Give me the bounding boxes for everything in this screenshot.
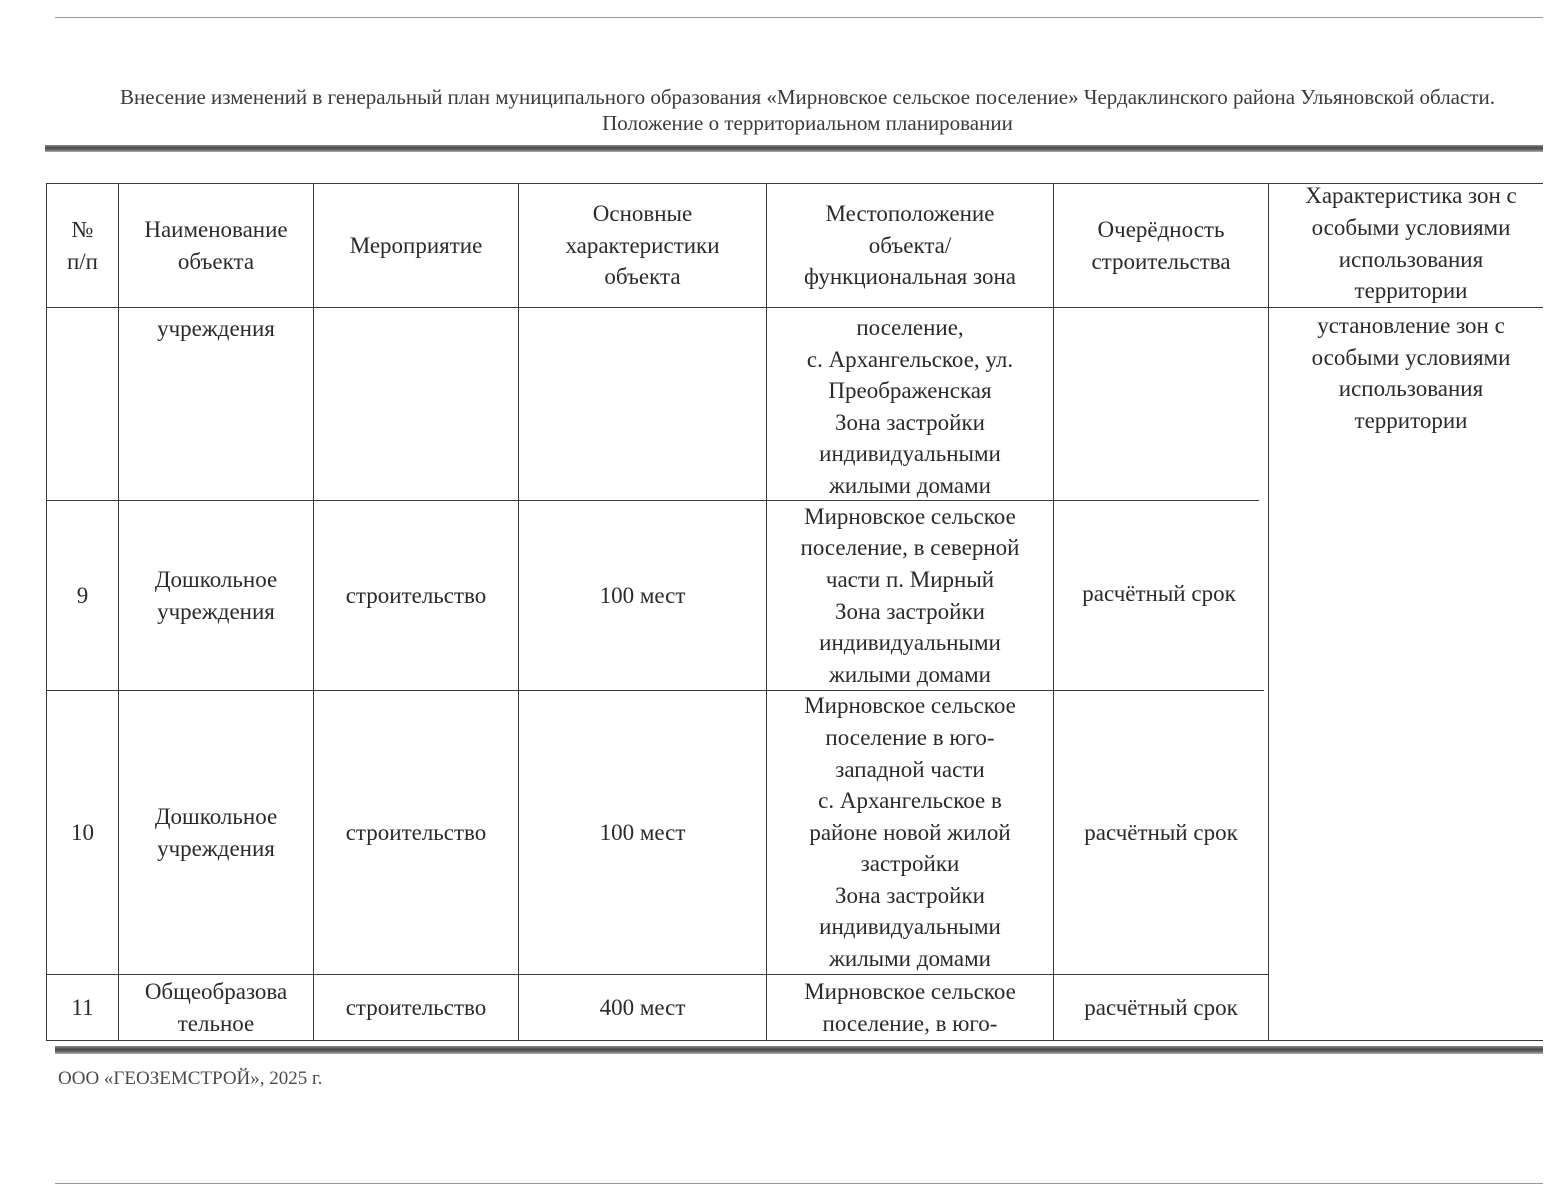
row-object-name: Дошкольное учреждения [154,803,278,861]
row-order: расчётный срок [1084,819,1238,845]
row-number [47,308,118,500]
table-line-header-bottom [46,307,1543,308]
row-object-name: Дошкольное учреждения [154,566,278,624]
column-header-location: Местоположение объекта/ функциональная зона [804,201,1016,290]
row-order: расчётный срок [1084,994,1238,1020]
header-rule [45,145,1543,152]
row-specs: 100 мест [599,582,686,608]
row-location: Мирновское сельское поселение, в северной части п. Мирный Зона застройки индивидуальными жилыми домами [800,503,1020,687]
table-line-bottom [46,1040,1543,1041]
row-action [314,308,518,500]
row-action: строительство [345,582,487,608]
scan-edge-bottom [55,1183,1543,1184]
column-header-object-name: Наименование объекта [144,216,288,274]
column-header-number: № п/п [66,216,98,274]
row-number: 9 [76,582,89,608]
row-specs: 100 мест [599,819,686,845]
zone-characteristic-cell: установление зон с особыми условиями использования территории [1311,313,1511,433]
row-specs [519,308,766,500]
row-number: 11 [71,994,94,1020]
row-action: строительство [345,819,487,845]
row-action: строительство [345,994,487,1020]
page-header-title: Внесение изменений в генеральный план муниципального образования «Мирновское сельское поселение» Чердаклинского района Ульяновской области. Положение о территориальном планировании [120,85,1495,135]
row-order [1054,308,1268,500]
row-number: 10 [71,819,94,845]
column-header-zone-characteristic: Характеристика зон с особыми условиями использования территории [1305,183,1517,304]
column-header-order: Очерёдность строительства [1091,216,1231,274]
row-location: Мирновское сельское поселение в юго- западной части с. Архангельское в районе новой жилой застройки Зона застройки индивидуальными жилыми домами [804,693,1016,972]
column-header-action: Мероприятие [349,232,483,258]
footer-rule [55,1046,1543,1054]
row-object-name: учреждения [157,316,275,341]
footer-company: ООО «ГЕОЗЕМСТРОЙ», 2025 г. [58,1068,323,1089]
row-location: поселение, с. Архангельское, ул. Преображенская Зона застройки индивидуальными жилыми домами [806,315,1014,498]
row-order: расчётный срок [1082,580,1236,606]
row-specs: 400 мест [599,994,686,1020]
column-header-specs: Основные характеристики объекта [565,201,720,290]
scan-edge-top [55,17,1543,18]
row-object-name: Общеобразова тельное [144,978,288,1036]
row-location: Мирновское сельское поселение, в юго- [804,978,1016,1036]
